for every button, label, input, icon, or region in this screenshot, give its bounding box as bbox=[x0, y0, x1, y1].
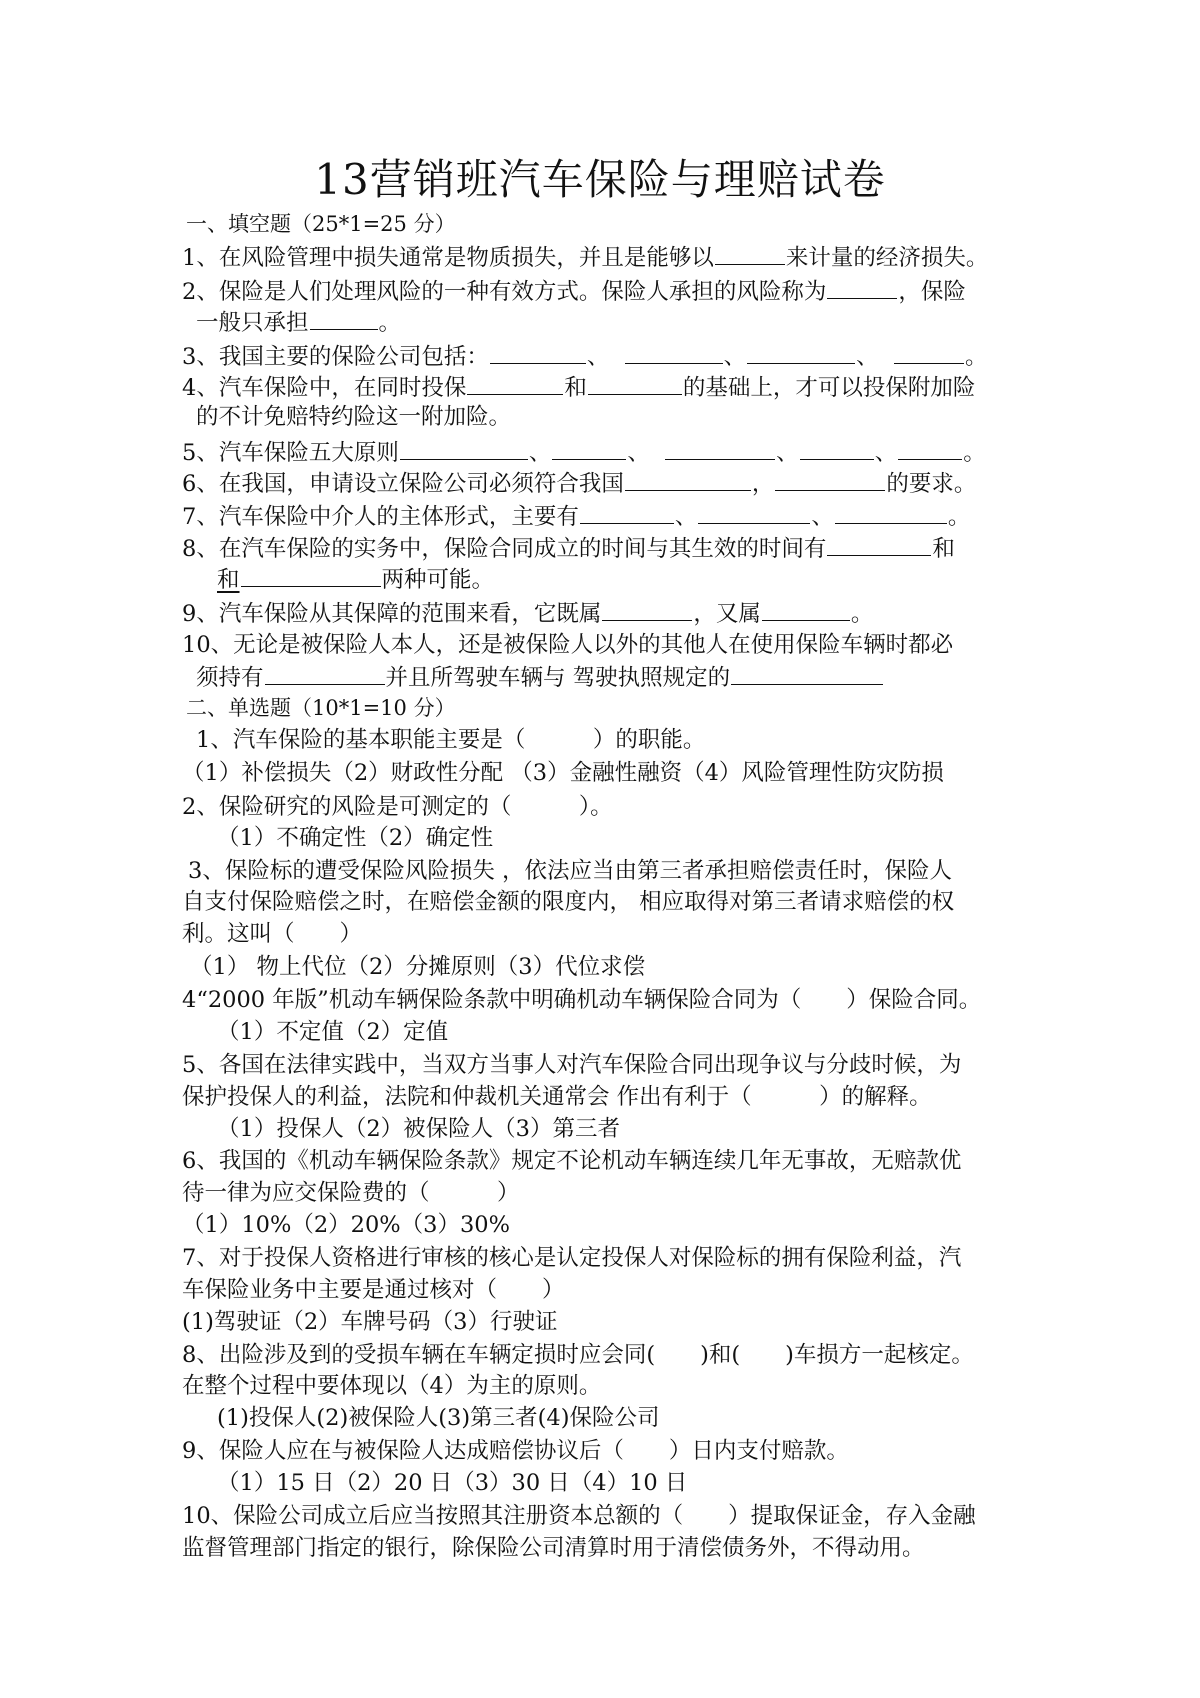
fill-q4-cont: 的不计免赔特约险这一附加险。 bbox=[196, 404, 512, 430]
answer-blank[interactable] bbox=[580, 499, 674, 524]
choice-q8-line2: 在整个过程中要体现以（4）为主的原则。 bbox=[182, 1373, 602, 1399]
fill-q9: 9、汽车保险从其保障的范围来看，它既属 ，又属 。 bbox=[182, 596, 873, 630]
answer-blank[interactable] bbox=[800, 435, 874, 460]
choice-q7-line2: 车保险业务中主要是通过核对（ ） bbox=[182, 1277, 565, 1303]
fill-q2: 2、保险是人们处理风险的一种有效方式。保险人承担的风险称为 ，保险 bbox=[182, 274, 966, 308]
answer-blank[interactable] bbox=[241, 562, 381, 587]
choice-q6-options: （1）10%（2）20%（3）30% bbox=[182, 1212, 510, 1238]
choice-q6-line2: 待一律为应交保险费的（ ） bbox=[182, 1180, 520, 1206]
page-title: 13营销班汽车保险与理赔试卷 bbox=[314, 155, 886, 204]
section-header-single-choice: 二、单选题（10*1=10 分） bbox=[186, 696, 456, 720]
answer-blank[interactable] bbox=[747, 339, 855, 364]
answer-blank[interactable] bbox=[698, 499, 810, 524]
choice-q1: 1、汽车保险的基本职能主要是（ ）的职能。 bbox=[196, 727, 706, 753]
answer-blank[interactable] bbox=[898, 435, 962, 460]
choice-q8: 8、出险涉及到的受损车辆在车辆定损时应会同( )和( )车损方一起核定。 bbox=[182, 1342, 974, 1368]
choice-q5: 5、各国在法律实践中，当双方当事人对汽车保险合同出现争议与分歧时候，为 bbox=[182, 1052, 962, 1078]
answer-blank[interactable] bbox=[265, 660, 385, 685]
choice-q5-options: （1）投保人（2）被保险人（3）第三者 bbox=[217, 1116, 620, 1142]
answer-blank[interactable] bbox=[588, 370, 682, 395]
choice-q1-options: （1）补偿损失（2）财政性分配 （3）金融性融资（4）风险管理性防灾防损 bbox=[182, 760, 944, 786]
answer-blank[interactable] bbox=[762, 596, 850, 621]
choice-q7: 7、对于投保人资格进行审核的核心是认定投保人对保险标的拥有保险利益，汽 bbox=[182, 1245, 962, 1271]
answer-blank[interactable] bbox=[552, 435, 626, 460]
fill-q5: 5、汽车保险五大原则 、 、 、 、 。 bbox=[182, 435, 986, 469]
answer-blank[interactable] bbox=[827, 274, 897, 299]
answer-blank[interactable] bbox=[775, 466, 885, 491]
answer-blank[interactable] bbox=[467, 370, 563, 395]
answer-blank[interactable] bbox=[731, 660, 883, 685]
choice-q10: 10、保险公司成立后应当按照其注册资本总额的（ ）提取保证金，存入金融 bbox=[182, 1503, 976, 1529]
fill-q8-cont: 和 两种可能。 bbox=[217, 562, 494, 596]
choice-q7-options: (1)驾驶证（2）车牌号码（3）行驶证 bbox=[182, 1309, 558, 1335]
choice-q5-line2: 保护投保人的利益，法院和仲裁机关通常会 作出有利于（ ）的解释。 bbox=[182, 1084, 932, 1110]
answer-blank[interactable] bbox=[310, 305, 378, 330]
answer-blank[interactable] bbox=[400, 435, 528, 460]
fill-q4: 4、汽车保险中，在同时投保 和 的基础上，才可以投保附加险 bbox=[182, 370, 975, 404]
answer-blank[interactable] bbox=[715, 240, 785, 265]
fill-q6: 6、在我国，申请设立保险公司必须符合我国 ， 的要求。 bbox=[182, 466, 976, 500]
choice-q4: 4“2000 年版”机动车辆保险条款中明确机动车辆保险合同为（ ）保险合同。 bbox=[182, 987, 982, 1013]
fill-q3: 3、我国主要的保险公司包括： 、 、 、 。 bbox=[182, 339, 988, 373]
fill-q8: 8、在汽车保险的实务中，保险合同成立的时间与其生效的时间有 和 bbox=[182, 531, 955, 565]
answer-blank[interactable] bbox=[602, 596, 692, 621]
answer-blank[interactable] bbox=[894, 339, 964, 364]
fill-q10: 10、无论是被保险人本人，还是被保险人以外的其他人在使用保险车辆时都必 bbox=[182, 632, 954, 658]
choice-q3-options: （1） 物上代位（2）分摊原则（3）代位求偿 bbox=[190, 954, 646, 980]
choice-q3-line3: 利。这叫（ ） bbox=[182, 921, 363, 947]
fill-q1: 1、在风险管理中损失通常是物质损失，并且是能够以 来计量的经济损失。 bbox=[182, 240, 988, 274]
answer-blank[interactable] bbox=[827, 531, 931, 556]
choice-q6: 6、我国的《机动车辆保险条款》规定不论机动车辆连续几年无事故，无赔款优 bbox=[182, 1148, 962, 1174]
answer-blank[interactable] bbox=[625, 466, 751, 491]
answer-blank[interactable] bbox=[835, 499, 947, 524]
choice-q2-options: （1）不确定性（2）确定性 bbox=[217, 825, 494, 851]
fill-q2-cont: 一般只承担 。 bbox=[196, 305, 401, 339]
choice-q3-line2: 自支付保险赔偿之时，在赔偿金额的限度内， 相应取得对第三者请求赔偿的权 bbox=[182, 889, 955, 915]
choice-q9-options: （1）15 日（2）20 日（3）30 日（4）10 日 bbox=[217, 1470, 688, 1496]
choice-q3: 3、保险标的遭受保险风险损失 ，依法应当由第三者承担赔偿责任时，保险人 bbox=[188, 858, 952, 884]
fill-q10-cont: 须持有 并且所驾驶车辆与 驾驶执照规定的 bbox=[196, 660, 884, 694]
answer-blank[interactable] bbox=[625, 339, 723, 364]
choice-q9: 9、保险人应在与被保险人达成赔偿协议后（ ）日内支付赔款。 bbox=[182, 1438, 849, 1464]
choice-q4-options: （1）不定值（2）定值 bbox=[217, 1019, 449, 1045]
answer-blank[interactable] bbox=[665, 435, 775, 460]
choice-q2: 2、保险研究的风险是可测定的（ ）。 bbox=[182, 794, 613, 820]
choice-q8-options: (1)投保人(2)被保险人(3)第三者(4)保险公司 bbox=[217, 1405, 660, 1431]
choice-q10-line2: 监督管理部门指定的银行，除保险公司清算时用于清偿债务外，不得动用。 bbox=[182, 1535, 925, 1561]
fill-q7: 7、汽车保险中介人的主体形式，主要有 、 、 。 bbox=[182, 499, 970, 533]
section-header-fill-in: 一、填空题（25*1=25 分） bbox=[186, 212, 456, 236]
answer-blank[interactable] bbox=[490, 339, 586, 364]
